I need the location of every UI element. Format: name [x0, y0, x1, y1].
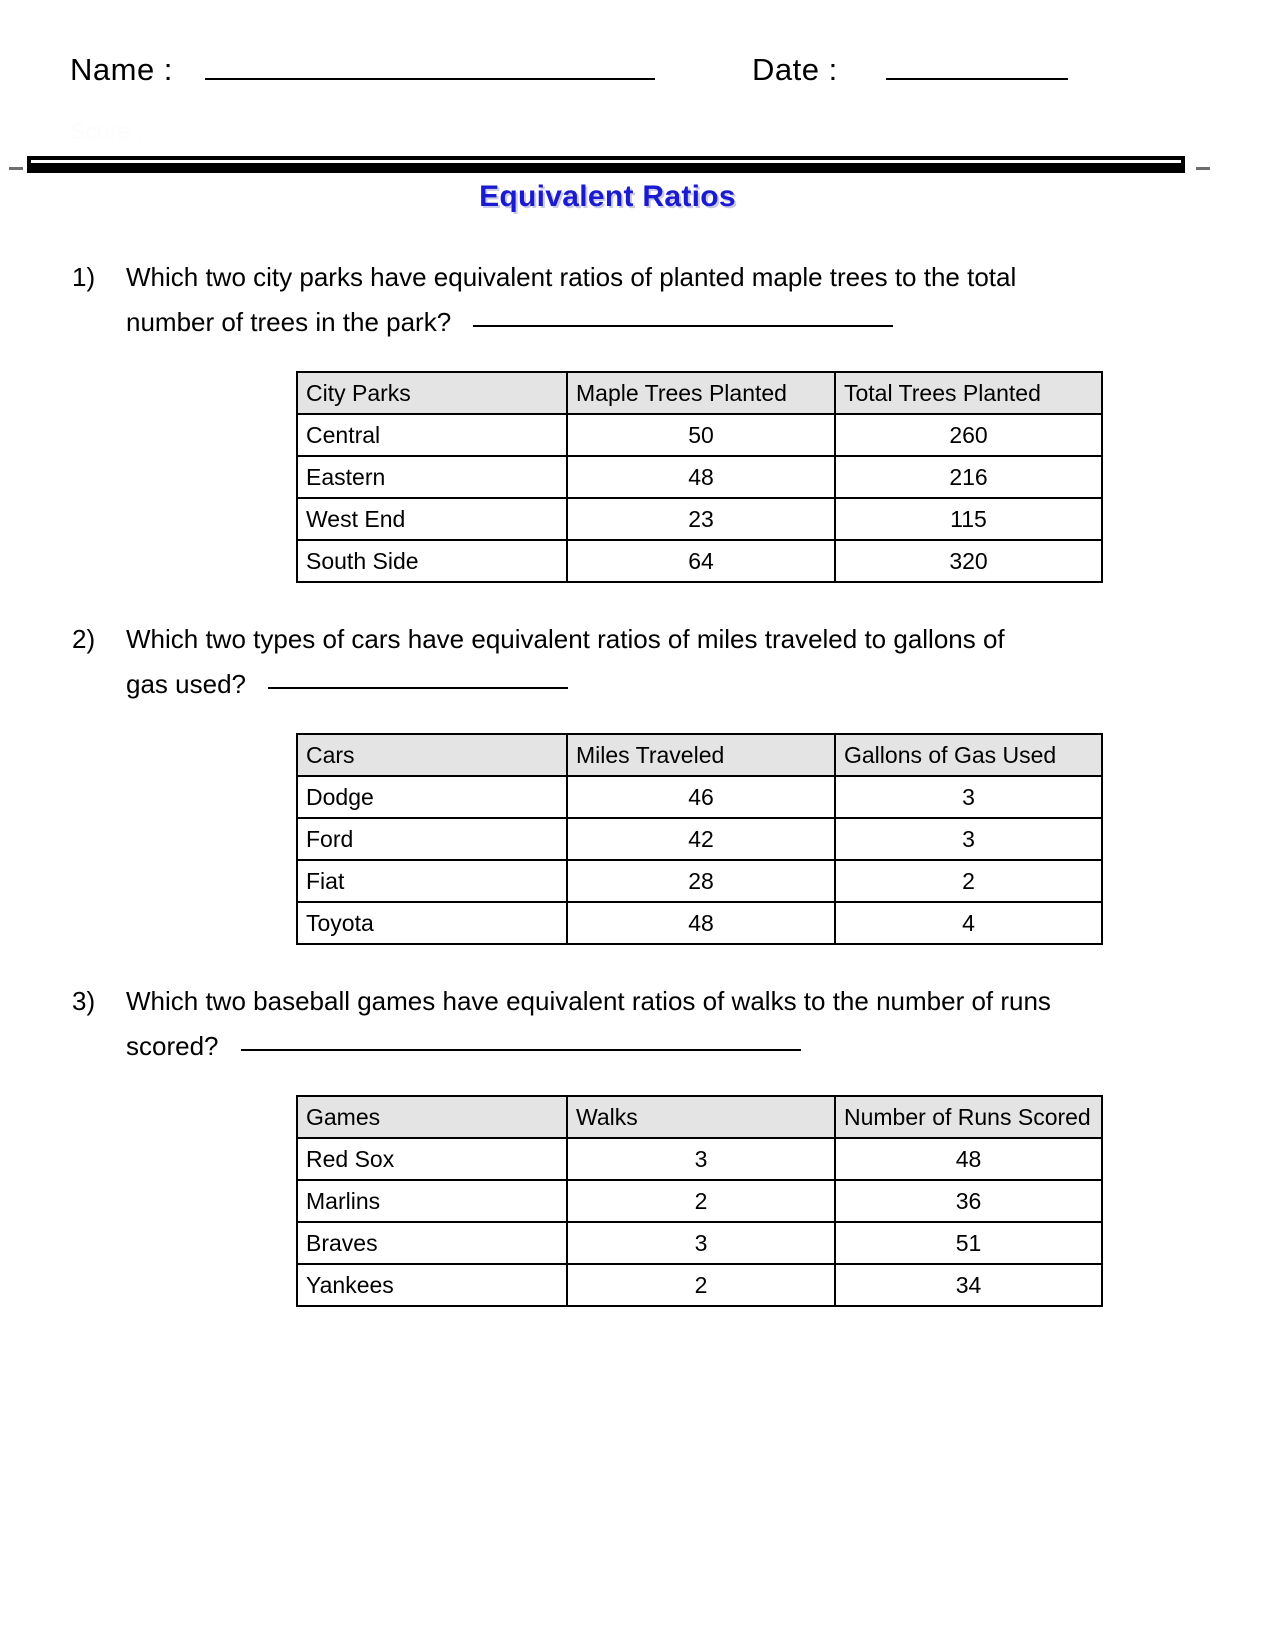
table-cell-label: Braves — [297, 1222, 567, 1264]
table-cell-label: Ford — [297, 818, 567, 860]
table-row — [297, 540, 1102, 582]
table-header-cell: Total Trees Planted — [835, 372, 1102, 414]
table-cell-value: 2 — [835, 860, 1102, 902]
name-label: Name : — [70, 52, 173, 87]
table-cell-value: 2 — [567, 1264, 835, 1306]
header-divider — [0, 153, 1275, 175]
table-cell-value: 3 — [835, 818, 1102, 860]
divider-tick-left — [9, 167, 23, 170]
table-cell-value: 36 — [835, 1180, 1102, 1222]
table-cell-label: Toyota — [297, 902, 567, 944]
table-row — [297, 818, 1102, 860]
table-cell-value: 50 — [567, 414, 835, 456]
table-cell-value: 3 — [567, 1138, 835, 1180]
table-row — [297, 498, 1102, 540]
table-cell-value: 28 — [567, 860, 835, 902]
table-cell-value: 42 — [567, 818, 835, 860]
table-cell-value: 64 — [567, 540, 835, 582]
divider-tick-right — [1196, 167, 1210, 170]
question-2-table-holder — [0, 733, 1275, 945]
score-label: Score : — [70, 118, 143, 144]
question-3-table-holder — [0, 1095, 1275, 1307]
question-1-body — [126, 255, 1116, 345]
table-cell-label: Yankees — [297, 1264, 567, 1306]
table-cell-label: Marlins — [297, 1180, 567, 1222]
table-cell-value: 48 — [567, 902, 835, 944]
question-2-body — [126, 617, 1116, 707]
table-cell-value: 48 — [567, 456, 835, 498]
question-1-number: 1) — [72, 262, 96, 292]
table-row — [297, 902, 1102, 944]
table-cell-value: 51 — [835, 1222, 1102, 1264]
table-cell-value: 4 — [835, 902, 1102, 944]
table-header-row — [297, 734, 1102, 776]
table-row — [297, 776, 1102, 818]
worksheet-header — [0, 0, 1275, 144]
question-2-line1: Which two types of cars have equivalent ratios of miles traveled to gallons of — [126, 624, 1005, 654]
table-cell-value: 23 — [567, 498, 835, 540]
question-1-line2: number of trees in the park? — [126, 307, 452, 337]
table-row — [297, 414, 1102, 456]
table-cell-value: 3 — [567, 1222, 835, 1264]
question-3 — [0, 979, 1275, 1307]
date-field-group — [752, 52, 1068, 88]
table-cell-label: Red Sox — [297, 1138, 567, 1180]
table-row — [297, 456, 1102, 498]
question-2-number: 2) — [72, 624, 96, 654]
question-3-prompt — [0, 979, 1275, 1069]
table-header-row — [297, 372, 1102, 414]
table-header-cell: Games — [297, 1096, 567, 1138]
table-row — [297, 1264, 1102, 1306]
table-row — [297, 1138, 1102, 1180]
table-header-cell: Number of Runs Scored — [835, 1096, 1102, 1138]
table-cell-value: 34 — [835, 1264, 1102, 1306]
date-label: Date : — [752, 52, 838, 87]
question-1-prompt — [0, 255, 1275, 345]
table-cell-label: Fiat — [297, 860, 567, 902]
table-header-cell: Maple Trees Planted — [567, 372, 835, 414]
divider-bar — [27, 156, 1185, 173]
table-cell-label: Eastern — [297, 456, 567, 498]
table-header-cell: Miles Traveled — [567, 734, 835, 776]
question-3-line1: Which two baseball games have equivalent ratios of walks to the number of runs — [126, 986, 1051, 1016]
table-row — [297, 1222, 1102, 1264]
table-cell-label: Dodge — [297, 776, 567, 818]
table-cell-value: 48 — [835, 1138, 1102, 1180]
name-field-group — [70, 52, 655, 88]
cars-table — [296, 733, 1103, 945]
question-1-answer-blank[interactable] — [473, 325, 893, 327]
question-3-answer-blank[interactable] — [241, 1049, 801, 1051]
table-header-cell: Walks — [567, 1096, 835, 1138]
table-cell-value: 260 — [835, 414, 1102, 456]
question-3-number: 3) — [72, 986, 96, 1016]
table-cell-value: 2 — [567, 1180, 835, 1222]
table-header-cell: Cars — [297, 734, 567, 776]
table-row — [297, 1180, 1102, 1222]
table-cell-value: 320 — [835, 540, 1102, 582]
games-table — [296, 1095, 1103, 1307]
table-cell-value: 115 — [835, 498, 1102, 540]
table-row — [297, 860, 1102, 902]
table-header-row — [297, 1096, 1102, 1138]
table-header-cell: City Parks — [297, 372, 567, 414]
question-3-body — [126, 979, 1116, 1069]
table-cell-value: 46 — [567, 776, 835, 818]
table-cell-label: South Side — [297, 540, 567, 582]
table-cell-label: West End — [297, 498, 567, 540]
city-parks-table — [296, 371, 1103, 583]
question-3-line2: scored? — [126, 1031, 219, 1061]
question-1-line1: Which two city parks have equivalent ratios of planted maple trees to the total — [126, 262, 1017, 292]
table-cell-value: 3 — [835, 776, 1102, 818]
page-title: Equivalent Ratios — [479, 180, 736, 213]
date-input-blank[interactable] — [886, 78, 1068, 80]
table-cell-label: Central — [297, 414, 567, 456]
name-input-blank[interactable] — [205, 78, 655, 80]
table-header-cell: Gallons of Gas Used — [835, 734, 1102, 776]
table-cell-value: 216 — [835, 456, 1102, 498]
question-2-line2: gas used? — [126, 669, 246, 699]
question-2-prompt — [0, 617, 1275, 707]
question-2-answer-blank[interactable] — [268, 687, 568, 689]
questions-container — [0, 255, 1275, 1341]
question-2 — [0, 617, 1275, 945]
question-1-table-holder — [0, 371, 1275, 583]
question-1 — [0, 255, 1275, 583]
